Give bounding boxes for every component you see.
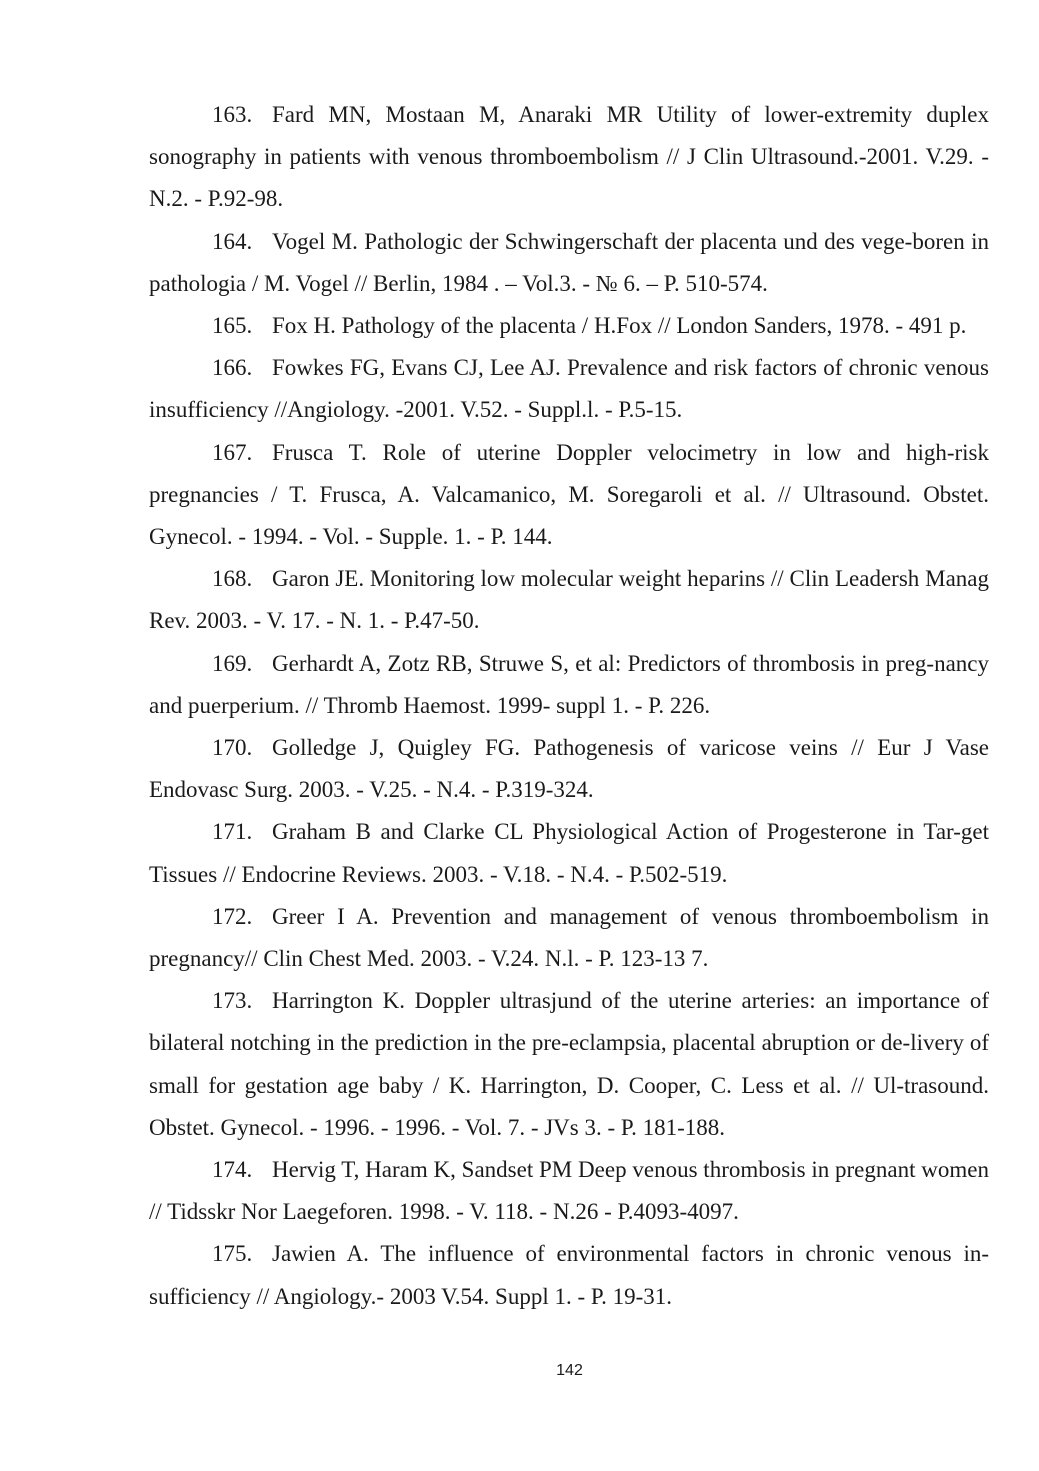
- reference-item: [149, 1233, 989, 1317]
- reference-number: 174.: [212, 1157, 253, 1183]
- reference-number: 167.: [212, 439, 253, 465]
- reference-text: Vogel M. Pathologic der Schwingerschaft der placenta und des vege-boren in pathologia / M. Vogel // Berlin, 1984 . – Vol.3. - № 6. – P. 510-574.: [149, 228, 989, 296]
- reference-item: [149, 1149, 989, 1233]
- reference-item: [149, 94, 989, 221]
- reference-number: 164.: [212, 228, 253, 254]
- reference-list: [149, 94, 989, 1318]
- reference-number: 175.: [212, 1241, 253, 1267]
- reference-item: [149, 347, 989, 431]
- reference-text: Hervig T, Haram K, Sandset PM Deep venous thrombosis in pregnant women // Tidsskr Nor Laegeforen. 1998. - V. 118. - N.26 - P.4093-4097.: [149, 1157, 989, 1225]
- reference-number: 166.: [212, 355, 253, 381]
- reference-text: Gerhardt A, Zotz RB, Struwe S, et al: Predictors of thrombosis in preg-nancy and puerperium. // Thromb Haemost. 1999- suppl 1. - P. 226.: [149, 650, 989, 718]
- reference-number: 170.: [212, 735, 253, 761]
- reference-text: Graham B and Clarke CL Physiological Action of Progesterone in Tar-get Tissues // Endocrine Reviews. 2003. - V.18. - N.4. - P.502-519.: [149, 819, 989, 887]
- reference-text: Harrington K. Doppler ultrasjund of the uterine arteries: an importance of bilateral notching in the prediction in the pre-eclampsia, placental abruption or de-livery of small for gestation age baby / K. Harrington, D. Cooper, C. Less et al. // Ul-trasound. Obstet. Gynecol. - 1996. - 1996. - Vol. 7. - JVs 3. - P. 181-188.: [149, 988, 989, 1140]
- reference-text: Fowkes FG, Evans CJ, Lee AJ. Prevalence and risk factors of chronic venous insufficiency //Angiology. -2001. V.52. - Suppl.l. - P.5-15.: [149, 355, 989, 423]
- reference-item: [149, 221, 989, 305]
- reference-number: 171.: [212, 819, 253, 845]
- reference-text: Fox H. Pathology of the placenta / H.Fox // London Sanders, 1978. - 491 p.: [272, 313, 967, 339]
- reference-text: Fard MN, Mostaan M, Anaraki MR Utility of lower-extremity duplex sonography in patients with venous thromboembolism // J Clin Ultrasound.-2001. V.29. - N.2. - P.92-98.: [149, 102, 989, 212]
- reference-number: 173.: [212, 988, 253, 1014]
- reference-item: [149, 558, 989, 642]
- reference-item: [149, 811, 989, 895]
- reference-text: Golledge J, Quigley FG. Pathogenesis of varicose veins // Eur J Vase Endovasc Surg. 2003. - V.25. - N.4. - P.319-324.: [149, 735, 989, 803]
- reference-item: [149, 980, 989, 1149]
- reference-number: 169.: [212, 650, 253, 676]
- reference-text: Frusca T. Role of uterine Doppler velocimetry in low and high-risk pregnancies / T. Frusca, A. Valcamanico, M. Soregaroli et al. // Ultrasound. Obstet. Gynecol. - 1994. - Vol. - Supple. 1. - P. 144.: [149, 439, 989, 550]
- reference-item: [149, 432, 989, 559]
- reference-number: 163.: [212, 102, 253, 127]
- reference-number: 168.: [212, 566, 253, 592]
- page-number: 142: [556, 1362, 583, 1379]
- reference-text: Garon JE. Monitoring low molecular weight heparins // Clin Leadersh Manag Rev. 2003. - V. 17. - N. 1. - P.47-50.: [149, 566, 989, 634]
- reference-text: Greer I A. Prevention and management of venous thromboembolism in pregnancy// Clin Chest Med. 2003. - V.24. N.l. - P. 123-13 7.: [149, 903, 989, 972]
- reference-item: [149, 305, 989, 347]
- reference-number: 172.: [212, 903, 253, 929]
- reference-item: [149, 727, 989, 811]
- reference-item: [149, 896, 989, 980]
- reference-text: Jawien A. The influence of environmental factors in chronic venous in-sufficiency // Angiology.- 2003 V.54. Suppl 1. - P. 19-31.: [149, 1241, 989, 1309]
- reference-number: 165.: [212, 313, 253, 339]
- reference-item: [149, 643, 989, 727]
